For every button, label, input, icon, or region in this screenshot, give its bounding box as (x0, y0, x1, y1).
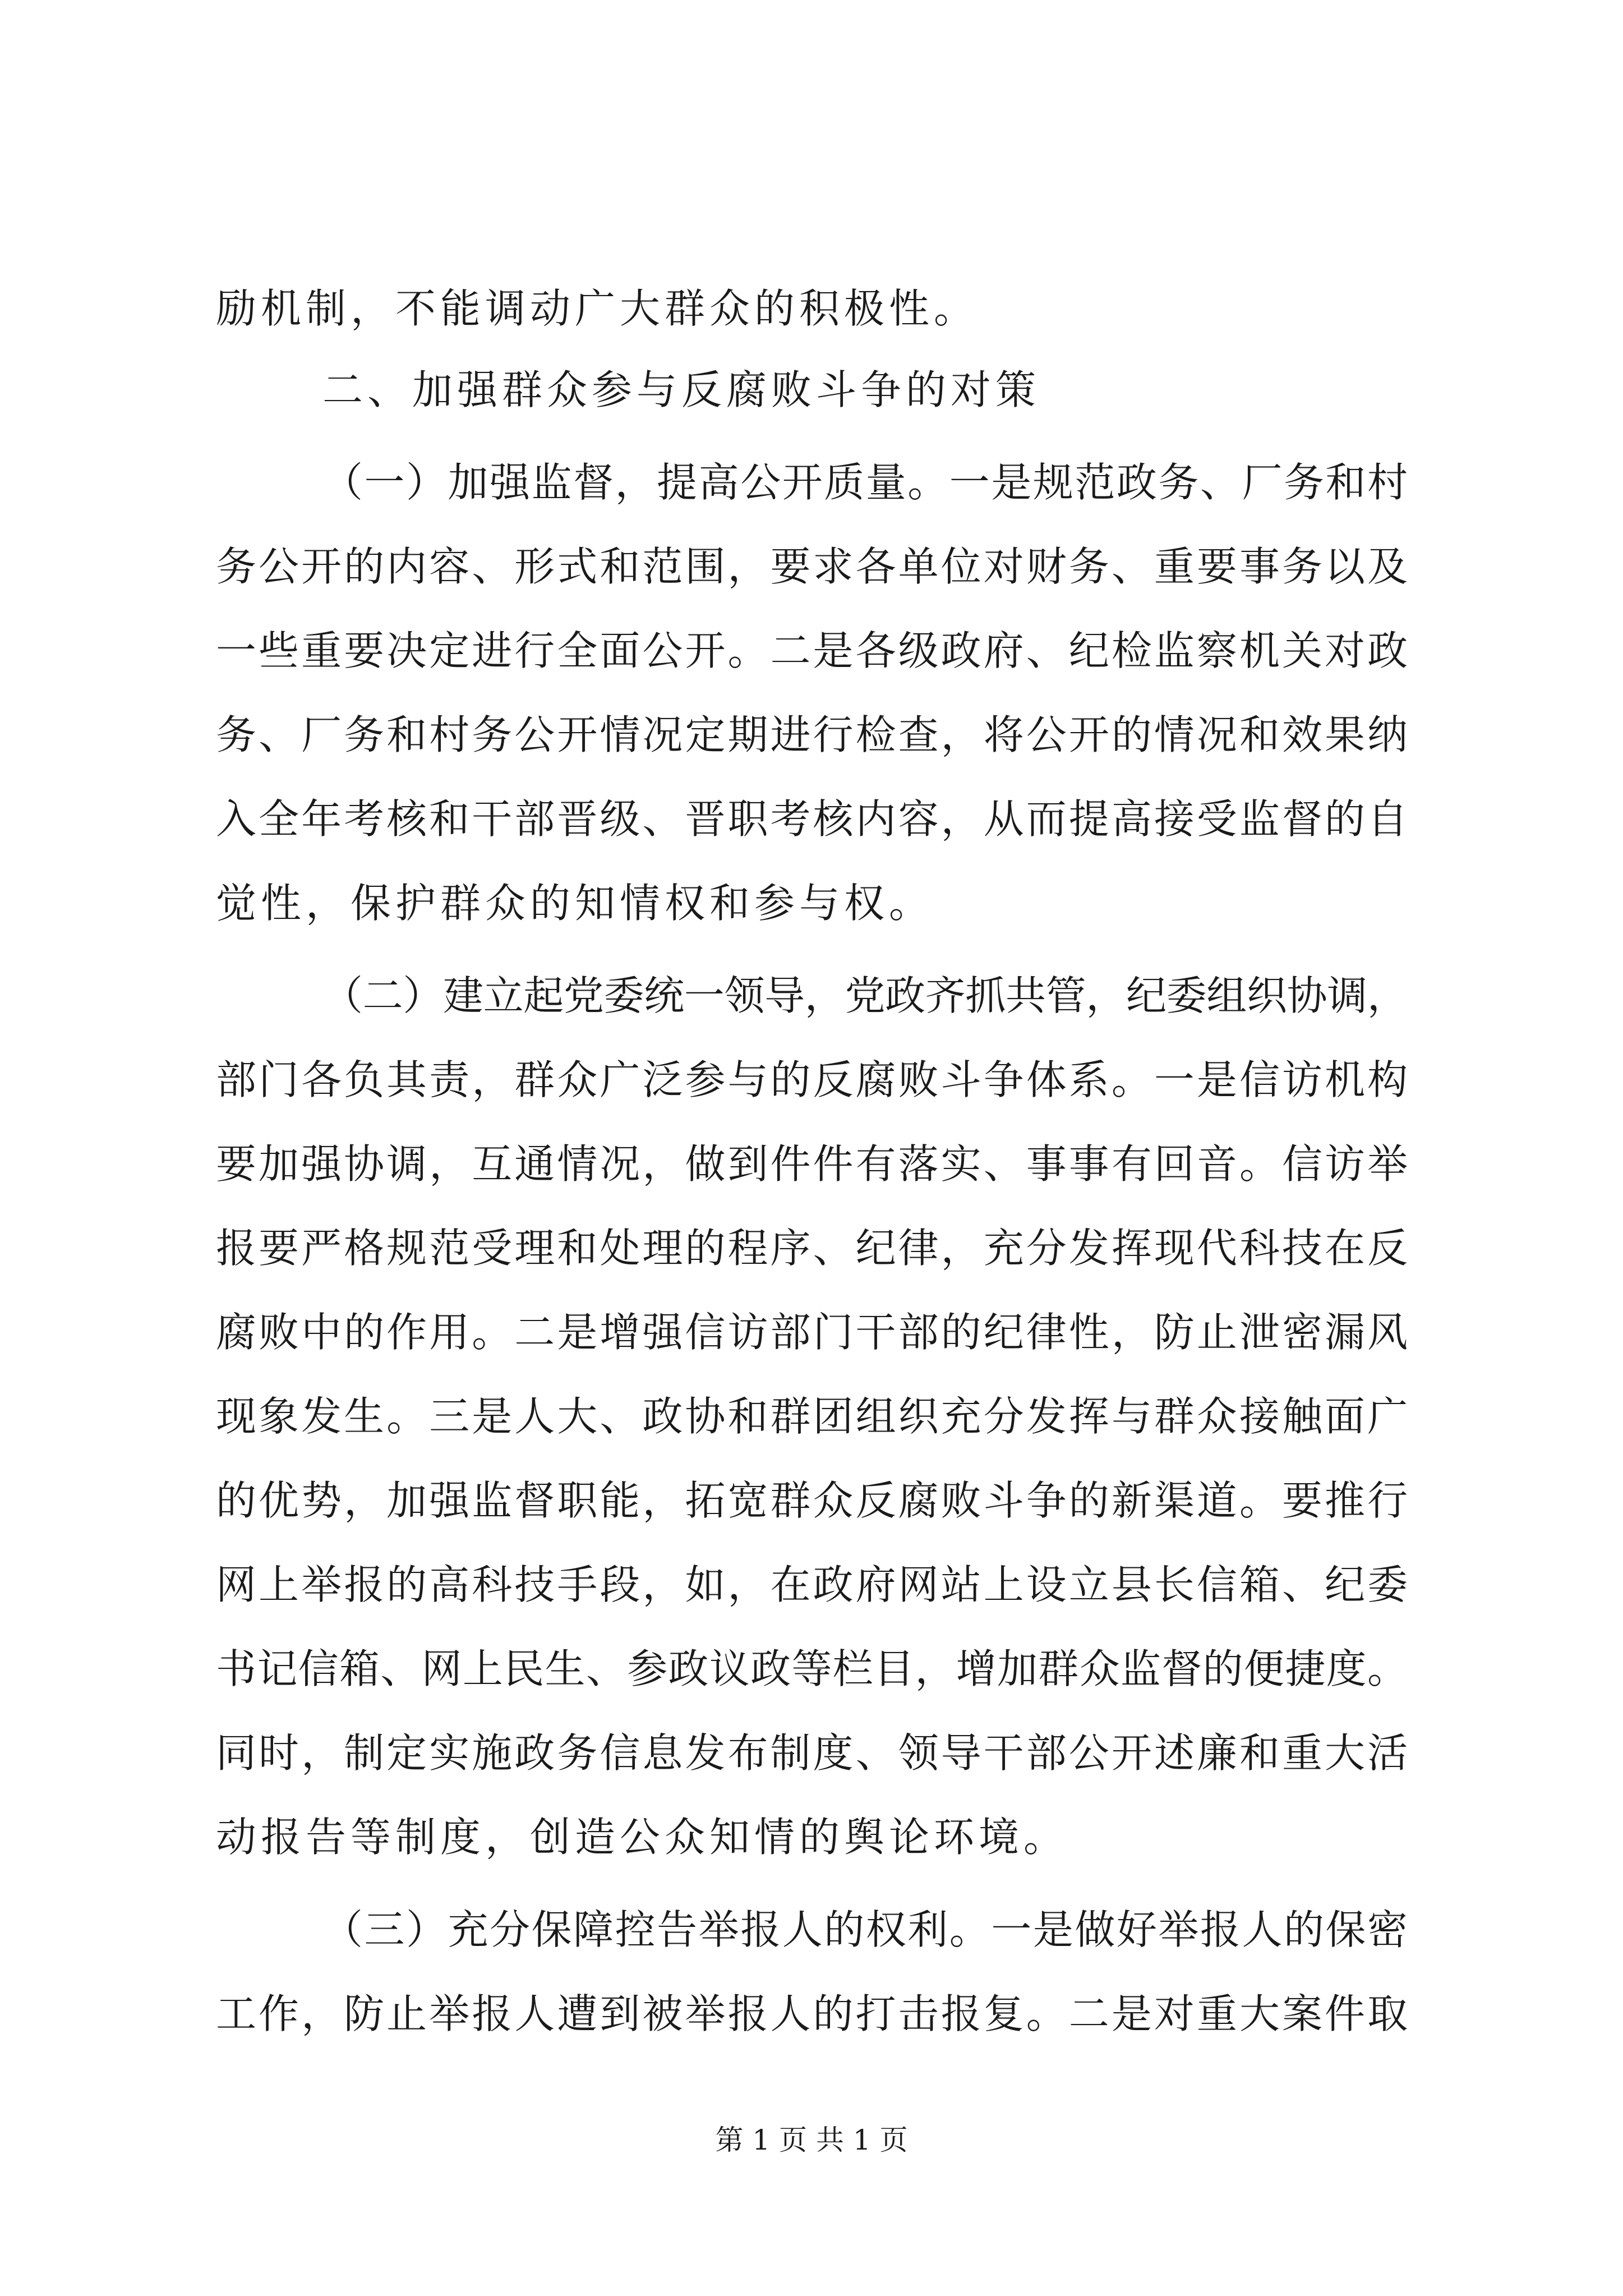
body-text-line: 要加强协调，互通情况，做到件件有落实、事事有回音。信访举 (216, 1140, 1410, 1188)
body-text-line: 部门各负其责，群众广泛参与的反腐败斗争体系。一是信访机构 (216, 1056, 1410, 1103)
body-text-line: 务、厂务和村务公开情况定期进行检查，将公开的情况和效果纳 (216, 711, 1410, 758)
body-text-line: （三）充分保障控告举报人的权利。一是做好举报人的保密 (322, 1906, 1409, 1953)
body-text-line: （二）建立起党委统一领导，党政齐抓共管，纪委组织协调， (322, 972, 1408, 1019)
body-text-line: 现象发生。三是人大、政协和群团组织充分发挥与群众接触面广 (216, 1393, 1410, 1440)
body-text-line: 腐败中的作用。二是增强信访部门干部的纪律性，防止泄密漏风 (216, 1309, 1410, 1356)
section-heading: 二、加强群众参与反腐败斗争的对策 (322, 366, 1041, 413)
body-text-line: 工作，防止举报人遭到被举报人的打击报复。二是对重大案件取 (216, 1990, 1410, 2037)
body-text-line: 动报告等制度，创造公众知情的舆论环境。 (216, 1814, 1069, 1861)
body-text-line: 一些重要决定进行全面公开。二是各级政府、纪检监察机关对政 (216, 627, 1410, 674)
body-text-line: 同时，制定实施政务信息发布制度、领导干部公开述廉和重大活 (216, 1729, 1410, 1777)
body-text-line: 入全年考核和干部晋级、晋职考核内容，从而提高接受监督的自 (216, 795, 1410, 843)
body-text-line: 励机制，不能调动广大群众的积极性。 (216, 285, 979, 332)
body-text-line: 网上举报的高科技手段，如，在政府网站上设立县长信箱、纪委 (216, 1561, 1410, 1608)
body-text-line: 报要严格规范受理和处理的程序、纪律，充分发挥现代科技在反 (216, 1225, 1410, 1272)
body-text-line: （一）加强监督，提高公开质量。一是规范政务、厂务和村 (322, 459, 1409, 506)
body-text-line: 觉性，保护群众的知情权和参与权。 (216, 880, 934, 927)
body-text-line: 的优势，加强监督职能，拓宽群众反腐败斗争的新渠道。要推行 (216, 1477, 1410, 1524)
page-footer: 第 1 页 共 1 页 (715, 2124, 908, 2156)
body-text-line: 务公开的内容、形式和范围，要求各单位对财务、重要事务以及 (216, 543, 1410, 590)
body-text-line: 书记信箱、网上民生、参政议政等栏目，增加群众监督的便捷度。 (216, 1645, 1409, 1692)
